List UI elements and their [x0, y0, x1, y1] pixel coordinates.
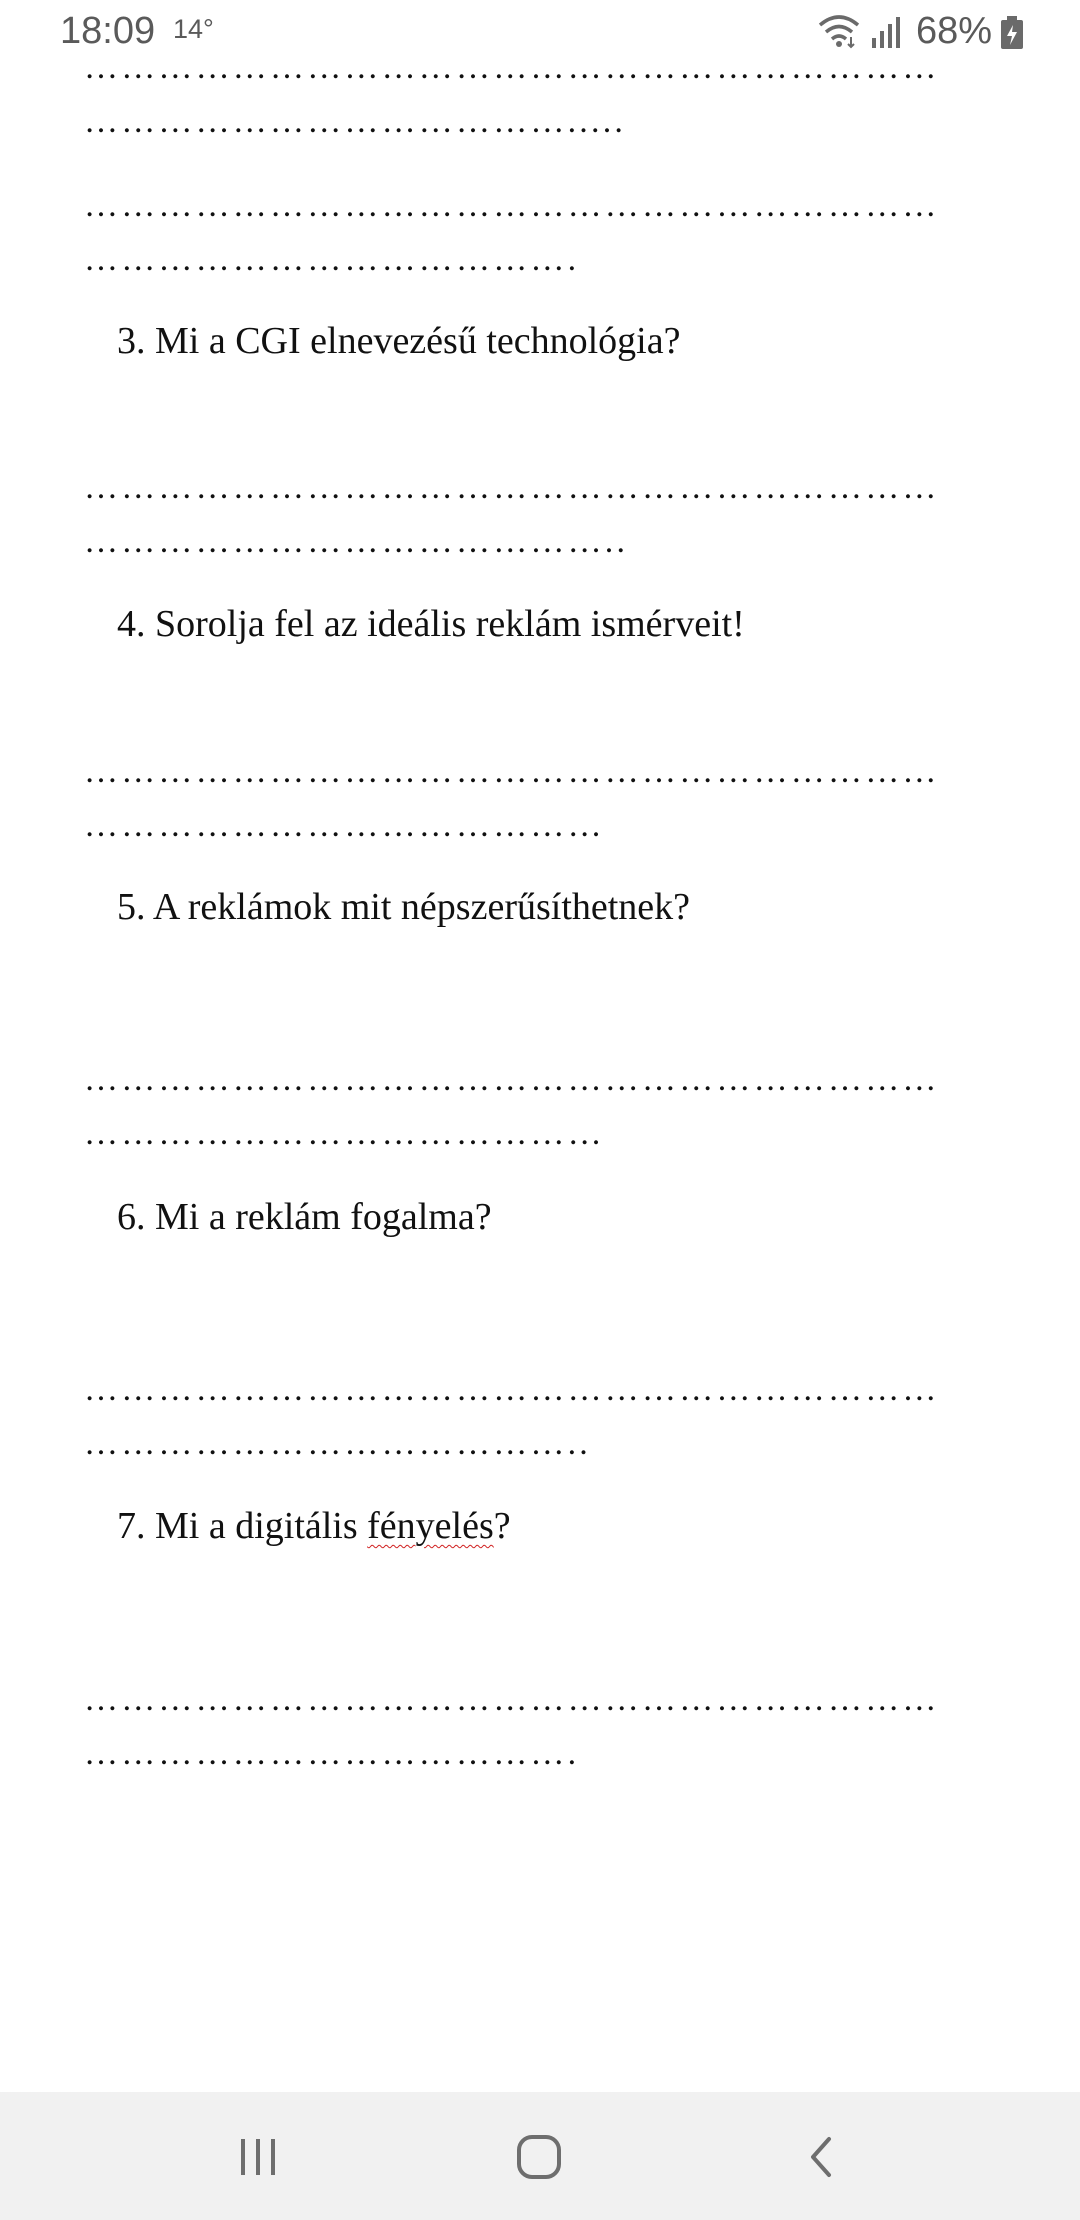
- answer-line: ……………………………………………………………: [84, 187, 940, 224]
- question-3: [117, 318, 680, 364]
- question-text: Mi a digitális: [155, 1505, 368, 1547]
- recent-apps-button[interactable]: [223, 2122, 293, 2192]
- back-icon: [801, 2133, 841, 2181]
- navigation-bar: [0, 2092, 1080, 2220]
- spellcheck-marked-word[interactable]: fényelés: [367, 1505, 494, 1547]
- question-7: [117, 1503, 511, 1549]
- question-number: 6.: [117, 1196, 146, 1238]
- question-text: Mi a reklám fogalma?: [155, 1196, 492, 1238]
- question-number: 7.: [117, 1505, 146, 1547]
- answer-line: ………………………………….: [84, 1735, 580, 1772]
- home-icon: [514, 2132, 564, 2182]
- status-temperature: 14°: [173, 14, 214, 44]
- answer-line: ……………………………………: [84, 1115, 605, 1152]
- question-number: 4.: [117, 603, 146, 645]
- question-number: 3.: [117, 320, 146, 362]
- answer-line: ……………………………………………………………: [84, 1681, 940, 1718]
- answer-line: ……………………………………: [84, 807, 605, 844]
- answer-line: ………………………………….....: [84, 103, 627, 140]
- question-text: A reklámok mit népszerűsíthetnek?: [152, 886, 691, 928]
- question-text: Mi a CGI elnevezésű technológia?: [155, 320, 681, 362]
- question-text: Sorolja fel az ideális reklám ismérveit!: [155, 603, 745, 645]
- answer-line: ……………………………………………………………: [84, 49, 940, 86]
- question-5: [117, 884, 690, 930]
- home-button[interactable]: [504, 2122, 574, 2192]
- status-time: 18:09: [60, 10, 156, 52]
- question-4: [117, 601, 745, 647]
- answer-line: ……………………………………………………………: [84, 1371, 940, 1408]
- answer-line: …………………………………..: [84, 1425, 591, 1462]
- question-6: [117, 1194, 492, 1240]
- question-text-end: ?: [493, 1505, 511, 1547]
- answer-line: ……………………………………………………………: [84, 1061, 940, 1098]
- battery-percent: 68%: [916, 10, 993, 52]
- answer-line: ……………………………………………………………: [84, 753, 940, 790]
- recent-apps-icon: [235, 2135, 281, 2179]
- back-button[interactable]: [786, 2122, 856, 2192]
- answer-line: ……………………………………..: [84, 523, 629, 560]
- question-number: 5.: [117, 886, 146, 928]
- answer-line: ……………………………………………………………: [84, 469, 940, 506]
- answer-line: ………………………………….: [84, 241, 580, 278]
